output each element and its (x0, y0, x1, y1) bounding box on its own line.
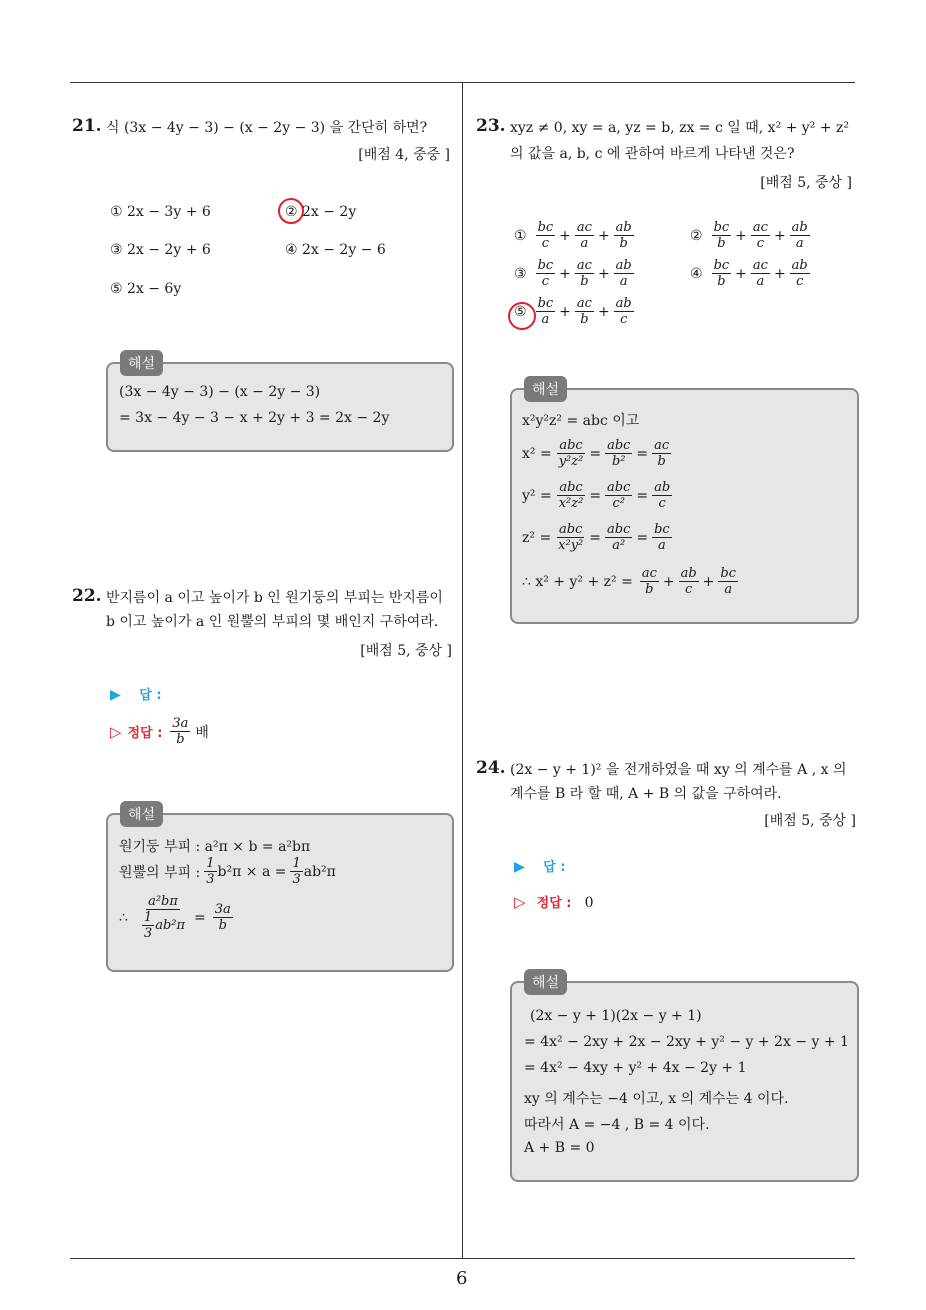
q23-solution-row-2 (522, 480, 673, 511)
fraction-denominator: a (795, 236, 804, 251)
q24-solution-line-2: = 4x² − 2xy + 2x − 2xy + y² − y + 2x − y + 1 (524, 1034, 849, 1050)
q24-solution-tag: 해설 (524, 969, 567, 995)
q24-correct-value: 0 (584, 895, 594, 911)
q22-correct-fraction (170, 716, 190, 747)
q22-solution-line-3 (119, 894, 234, 941)
fraction-denominator: c (684, 582, 693, 597)
plus-sign: + (662, 573, 675, 590)
q23-solution-line-1: x²y²z² = abc 이고 (522, 413, 640, 429)
equation-lhs: y² = (522, 487, 552, 504)
q22-sol-cone-result: ab²π (303, 863, 336, 880)
q22-text-line1: 반지름이 a 이고 높이가 b 인 원기둥의 부피는 반지름이 (106, 590, 443, 606)
plus-sign: + (597, 265, 610, 282)
q23-solution-row-1 (522, 438, 672, 469)
fraction-denominator: b² (611, 454, 626, 469)
q23-choice-2[interactable] (690, 220, 811, 251)
fraction-numerator: ac (641, 566, 657, 581)
q23-solution-row-3 (522, 522, 673, 553)
choice-term (790, 220, 810, 251)
q21-choice-5[interactable]: ⑤ 2x − 6y (110, 281, 182, 297)
fraction-denominator: 3 (143, 926, 153, 941)
q23-choice-1[interactable] (514, 220, 635, 251)
q24-number: 24. (476, 758, 506, 778)
bottom-rule (70, 1258, 855, 1259)
fraction-denominator: b (717, 236, 726, 251)
fraction-denominator: y²z² (558, 454, 584, 469)
fraction-step-3 (652, 522, 672, 553)
fraction-denominator: a (756, 274, 765, 289)
fraction-numerator: 1 (292, 856, 301, 871)
fraction-numerator: ac (576, 258, 592, 273)
fraction-numerator: ac (576, 296, 592, 311)
fraction-denominator: 3 (292, 872, 301, 887)
q22-solution-line-2 (119, 856, 336, 887)
q23-meta: [배점 5, 중상 ] (760, 175, 852, 191)
answer-arrow-icon: ▶ (514, 859, 525, 875)
plus-sign: + (735, 265, 747, 282)
fraction-denominator: c (620, 312, 628, 327)
correct-arrow-icon: ▷ (514, 893, 526, 911)
equation-lhs: x² = (522, 445, 552, 462)
q22-sol-inner-fraction (142, 910, 154, 941)
choice-mark: ③ (514, 265, 527, 282)
q22-correct-num: 3a (172, 716, 189, 731)
q23-choice-3[interactable] (514, 258, 635, 289)
choice-term (575, 220, 594, 251)
q23-choice-4[interactable] (690, 258, 811, 289)
choice-term (614, 296, 634, 327)
fraction-numerator: bc (713, 258, 730, 273)
q22-sol-big-fraction (139, 894, 187, 941)
q21-solution-line-1: (3x − 4y − 3) − (x − 2y − 3) (119, 384, 321, 400)
fraction-numerator: bc (537, 220, 554, 235)
fraction-denominator: b (218, 918, 227, 933)
fraction-numerator: ab (615, 220, 632, 235)
choice-mark: ④ (690, 265, 703, 282)
fraction-numerator: bc (537, 296, 554, 311)
fraction-denominator: a (658, 538, 666, 553)
plus-sign: + (597, 303, 610, 320)
fraction-denominator: a (724, 582, 733, 597)
q22-sol-cone-label: 원뿔의 부피 : (119, 864, 201, 881)
fraction-denominator (139, 910, 187, 941)
q23-text-line1: xyz ≠ 0, xy = a, yz = b, zx = c 일 때, x² + y² + z² (510, 120, 849, 136)
fraction-numerator: ab (791, 220, 808, 235)
plus-sign: + (735, 227, 747, 244)
fraction-denominator: a (541, 312, 550, 327)
fraction-step-3 (652, 438, 671, 469)
fraction-numerator: ac (654, 438, 670, 453)
q24-answer-label: 답 : (543, 860, 566, 875)
q23-solution-final (522, 566, 739, 597)
equals-sign: = (589, 445, 602, 462)
q22-meta: [배점 5, 중상 ] (360, 643, 452, 659)
fraction-denominator: c (541, 274, 549, 289)
q23-text-line2: 의 값을 a, b, c 에 관하여 바르게 나타낸 것은? (510, 146, 795, 162)
answer-arrow-icon: ▶ (110, 687, 121, 703)
q24-answer-row[interactable] (514, 856, 566, 875)
fraction-denominator: c (796, 274, 804, 289)
fraction-numerator: bc (720, 566, 737, 581)
choice-mark: ⑤ (514, 303, 527, 320)
fraction-step-1 (556, 522, 585, 553)
fraction-step-1 (557, 438, 586, 469)
fraction-denominator: b (619, 236, 628, 251)
q23-solution-tag: 해설 (524, 376, 567, 402)
fraction-denominator: b (717, 274, 726, 289)
equals-sign: = (589, 529, 602, 546)
selected-answer-mark (508, 302, 536, 330)
equals-sign: = (589, 487, 602, 504)
q22-correct-unit: 배 (195, 724, 209, 741)
equals-sign: = (636, 487, 649, 504)
fraction-numerator: ab (680, 566, 697, 581)
fraction-numerator: ac (752, 258, 768, 273)
plus-sign: + (559, 227, 571, 244)
fraction-numerator: abc (607, 438, 631, 453)
fraction-numerator: bc (537, 258, 554, 273)
fraction-numerator: abc (559, 522, 583, 537)
choice-mark: ② (690, 227, 703, 244)
plus-sign: + (773, 265, 786, 282)
fraction-denominator: a (580, 236, 589, 251)
choice-term (536, 296, 556, 327)
fraction-numerator: abc (559, 480, 583, 495)
q22-sol-result-fraction (213, 902, 233, 933)
q21-solution-tag: 해설 (120, 350, 163, 376)
fraction-denominator: 3 (206, 872, 215, 887)
fraction-numerator: 3a (214, 902, 231, 917)
fraction-denominator: c (541, 236, 549, 251)
q22-text-line2: b 이고 높이가 a 인 원뿔의 부피의 몇 배인지 구하여라. (106, 614, 439, 630)
choice-term (751, 220, 770, 251)
plus-sign: + (559, 265, 571, 282)
q21-text: 식 (3x − 4y − 3) − (x − 2y − 3) 을 간단히 하면? (106, 120, 428, 136)
fraction-denominator-tail: ab²π (155, 918, 186, 933)
q22-correct-den: b (176, 732, 185, 747)
q22-number: 22. (72, 586, 102, 606)
plus-sign: + (559, 303, 571, 320)
q24-solution-line-1: (2x − y + 1)(2x − y + 1) (530, 1008, 702, 1024)
q22-solution-tag: 해설 (120, 801, 163, 827)
equals-sign: = (636, 445, 649, 462)
equation-lhs: z² = (522, 529, 552, 546)
choice-term (614, 258, 634, 289)
fraction-denominator: b (580, 312, 589, 327)
plus-sign: + (702, 573, 715, 590)
q21-meta: [배점 4, 중중 ] (358, 147, 450, 163)
plus-sign: + (597, 227, 610, 244)
fraction-step-2 (605, 438, 632, 469)
final-term (679, 566, 699, 597)
fraction-numerator: abc (559, 438, 583, 453)
q22-sol-third-a (204, 856, 216, 887)
fraction-numerator: bc (654, 522, 670, 537)
q22-correct-row (110, 716, 209, 747)
fraction-numerator: abc (607, 522, 631, 537)
choice-mark: ① (514, 227, 527, 244)
q22-correct-label: 정답 : (127, 726, 163, 741)
fraction-numerator: ac (752, 220, 768, 235)
fraction-step-2 (605, 480, 632, 511)
fraction-step-1 (557, 480, 586, 511)
q22-sol-cone-mid: b²π × a = (217, 863, 287, 880)
final-term (718, 566, 738, 597)
fraction-numerator: ac (576, 220, 592, 235)
q24-solution-line-4: xy 의 계수는 −4 이고, x 의 계수는 4 이다. (524, 1091, 789, 1107)
q22-answer-row[interactable] (110, 684, 162, 703)
q22-solution-line-1: 원기둥 부피 : a²π × b = a²bπ (119, 839, 311, 855)
q24-text-line2: 계수를 B 라 할 때, A + B 의 값을 구하여라. (510, 786, 782, 802)
q22-answer-label: 답 : (139, 688, 162, 703)
therefore-symbol: ∴ (119, 909, 128, 926)
q24-correct-label: 정답 : (536, 896, 572, 911)
fraction-numerator: bc (713, 220, 730, 235)
q24-text-line1: (2x − y + 1)² 을 전개하였을 때 xy 의 계수를 A , x 의 (510, 762, 847, 778)
q21-number: 21. (72, 116, 102, 136)
fraction-numerator: 1 (206, 856, 215, 871)
fraction-numerator: ab (791, 258, 808, 273)
correct-arrow-icon: ▷ (110, 722, 122, 741)
fraction-denominator: b (580, 274, 589, 289)
q21-choice-2[interactable]: ② 2x − 2y (285, 204, 357, 220)
choice-term (536, 220, 556, 251)
q24-correct-row (514, 892, 594, 911)
equals-sign: = (636, 529, 649, 546)
fraction-denominator: c (658, 496, 666, 511)
choice-term (575, 258, 594, 289)
q24-solution-line-3: = 4x² − 4xy + y² + 4x − 2y + 1 (524, 1060, 747, 1076)
choice-term (751, 258, 770, 289)
q22-sol-third-b (290, 856, 302, 887)
fraction-numerator: 1 (143, 910, 153, 925)
q23-number: 23. (476, 116, 506, 136)
selected-answer-mark (278, 198, 304, 224)
fraction-denominator: x²z² (558, 496, 584, 511)
choice-term (712, 258, 732, 289)
q21-choice-4[interactable]: ④ 2x − 2y − 6 (285, 242, 386, 258)
fraction-denominator: c² (612, 496, 625, 511)
fraction-denominator: a (619, 274, 628, 289)
plus-sign: + (773, 227, 786, 244)
fraction-step-3 (652, 480, 672, 511)
choice-term (790, 258, 810, 289)
equals-sign: = (194, 909, 206, 926)
column-divider (462, 82, 463, 1258)
q24-meta: [배점 5, 중상 ] (764, 813, 856, 829)
fraction-numerator: ab (615, 296, 632, 311)
choice-term (536, 258, 556, 289)
fraction-numerator: a²bπ (148, 894, 178, 909)
fraction-denominator: b (657, 454, 666, 469)
choice-term (614, 220, 634, 251)
page-number: 6 (456, 1268, 468, 1289)
q24-solution-line-6: A + B = 0 (524, 1140, 595, 1156)
fraction-denominator: a² (612, 538, 626, 553)
fraction-numerator: ab (654, 480, 671, 495)
q24-solution-line-5: 따라서 A = −4 , B = 4 이다. (524, 1117, 710, 1133)
q21-solution-line-2: = 3x − 4y − 3 − x + 2y + 3 = 2x − 2y (119, 410, 390, 426)
fraction-numerator: ab (615, 258, 632, 273)
fraction-denominator: b (645, 582, 654, 597)
choice-term (575, 296, 594, 327)
q21-choice-3[interactable]: ③ 2x − 2y + 6 (110, 242, 211, 258)
fraction-numerator: abc (607, 480, 631, 495)
q23-final-lhs: ∴ x² + y² + z² = (522, 573, 633, 590)
choice-term (712, 220, 732, 251)
fraction-step-2 (605, 522, 632, 553)
q21-choice-1[interactable]: ① 2x − 3y + 6 (110, 204, 211, 220)
final-term (640, 566, 659, 597)
fraction-denominator: c (756, 236, 765, 251)
fraction-denominator: x²y² (558, 538, 584, 553)
